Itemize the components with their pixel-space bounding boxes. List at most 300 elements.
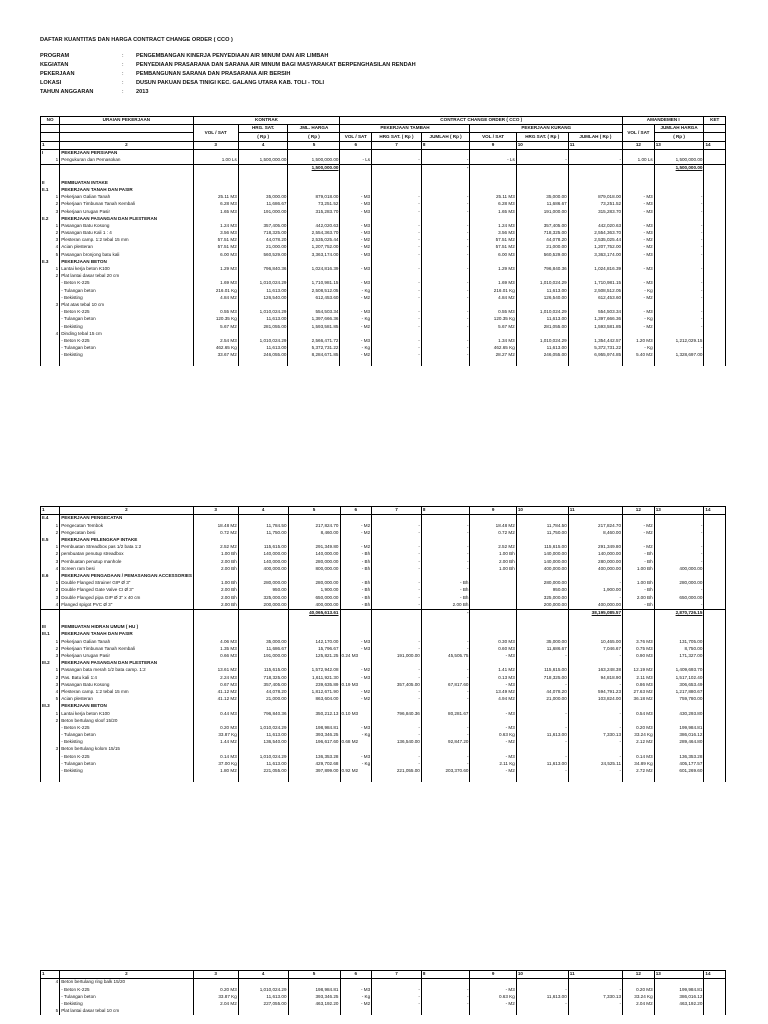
table-cell: [421, 215, 470, 222]
table-cell: - M3: [340, 266, 372, 273]
table-cell: [704, 230, 726, 237]
table-cell: [516, 717, 568, 724]
table-cell: 8,750.00: [654, 646, 704, 653]
table-cell: -: [568, 753, 622, 760]
table-cell: [704, 551, 726, 558]
table-cell: [623, 359, 655, 366]
table-row: [41, 717, 726, 724]
table-cell: 191,000.00: [372, 653, 422, 660]
table-row: [41, 994, 726, 1001]
table-cell: 280,000.00: [568, 558, 622, 565]
table-cell: 2,554,363.70: [568, 230, 622, 237]
table-cell: 5,372,731.22: [568, 345, 622, 352]
table-cell: -: [421, 646, 470, 653]
column-number: 7: [372, 507, 422, 515]
table-cell: [704, 295, 726, 302]
table-cell: 2.12 M2: [623, 739, 655, 746]
table-cell: 1.35 M3: [193, 646, 238, 653]
table-cell: [704, 710, 726, 717]
table-cell: [470, 149, 516, 157]
table-cell: 131,705.00: [654, 638, 704, 645]
table-row: [41, 696, 726, 703]
table-cell: 8,284,671.85: [288, 352, 340, 359]
table-cell: - Bh: [421, 580, 470, 587]
table-cell: 950.00: [238, 587, 288, 594]
table-cell: Beton bertulang ring balk 15/20: [60, 979, 193, 987]
table-cell: 393,346.25: [288, 994, 340, 1001]
table-cell: 11,750.00: [238, 530, 288, 537]
col-header-rp: ( Rp ): [238, 133, 288, 141]
table-cell: [340, 660, 372, 667]
table-cell: -: [372, 244, 422, 251]
table-cell: Plesteran camp. 1:2 tebal 15 mm: [60, 689, 193, 696]
table-cell: 601,269.60: [654, 768, 704, 775]
table-cell: - M2: [340, 295, 372, 302]
table-cell: -: [372, 338, 422, 345]
table-cell: [193, 165, 238, 173]
table-cell: 136,540.00: [238, 739, 288, 746]
table-cell: -: [372, 986, 422, 993]
table-cell: 3: [41, 237, 60, 244]
table-cell: [41, 1001, 60, 1008]
table-cell: 126,540.00: [516, 295, 568, 302]
table-cell: 11,613.00: [516, 994, 568, 1001]
column-number: 4: [238, 971, 288, 979]
column-number: 11: [568, 971, 622, 979]
table-cell: 291,349.80: [568, 544, 622, 551]
col-header-uraian: URAIAN PEKERJAAN: [60, 117, 193, 125]
table-cell: -: [372, 309, 422, 316]
section-header-row: [41, 660, 726, 667]
table-cell: -: [516, 725, 568, 732]
table-cell: 1,217,880.67: [654, 689, 704, 696]
table-cell: [340, 165, 372, 173]
table-cell: 0.20 M3: [623, 725, 655, 732]
table-cell: 2: [41, 674, 60, 681]
table-cell: [704, 609, 726, 617]
table-cell: -: [372, 587, 422, 594]
table-cell: -: [421, 280, 470, 287]
table-cell: 18.48 M2: [193, 522, 238, 529]
table-cell: [421, 359, 470, 366]
table-cell: [623, 273, 655, 280]
table-cell: [654, 617, 704, 624]
table-row: [41, 746, 726, 753]
table-cell: [421, 624, 470, 631]
table-cell: - M3: [623, 280, 655, 287]
table-cell: 21,000.00: [516, 244, 568, 251]
table-cell: [470, 259, 516, 266]
table-cell: -: [654, 287, 704, 294]
table-cell: Pekerjaan Timbunan Tanah Kembali: [60, 201, 193, 208]
header-label: PROGRAM: [40, 52, 70, 59]
table-cell: Pembuatan penutup manhole: [60, 558, 193, 565]
table-cell: [60, 617, 193, 624]
table-cell: PEMBUATAN INTAKE: [60, 180, 193, 187]
table-cell: 1.69 M3: [470, 280, 516, 287]
table-cell: [568, 215, 622, 222]
table-cell: [372, 172, 422, 179]
table-cell: [704, 194, 726, 201]
table-cell: - Bh: [340, 601, 372, 609]
table-cell: [193, 703, 238, 710]
table-cell: 1: [41, 580, 60, 587]
table-cell: 2.00 Bh: [193, 594, 238, 601]
table-cell: 1,500,000.00: [654, 165, 704, 173]
table-cell: 191,000.00: [238, 653, 288, 660]
table-row: [41, 682, 726, 689]
table-cell: [470, 580, 516, 587]
table-cell: 33.87 Kg: [193, 732, 238, 739]
table-cell: [654, 172, 704, 179]
table-cell: [288, 149, 340, 157]
table-cell: -: [654, 323, 704, 330]
table-cell: -: [372, 230, 422, 237]
table-cell: 1: [41, 667, 60, 674]
table-cell: [623, 302, 655, 309]
table-cell: - Ls: [470, 157, 516, 165]
table-cell: [372, 537, 422, 544]
table-cell: 0.72 M2: [193, 530, 238, 537]
table-cell: 3: [41, 208, 60, 215]
table-cell: - M3: [340, 208, 372, 215]
table-cell: 4.84 M2: [470, 295, 516, 302]
table-cell: 1,593,581.85: [568, 323, 622, 330]
table-cell: [704, 530, 726, 537]
table-cell: - Beton K-225: [60, 338, 193, 345]
table-cell: 463,192.20: [288, 1001, 340, 1008]
table-cell: PEKERJAAN PELENGKAP INTAKE: [60, 537, 193, 544]
table-cell: -: [372, 530, 422, 537]
section-header-row: [41, 624, 726, 631]
table-cell: 10,465.00: [568, 638, 622, 645]
table-row: [41, 638, 726, 645]
table-cell: -: [421, 761, 470, 768]
table-cell: 1,024,816.39: [288, 266, 340, 273]
table-cell: -: [372, 194, 422, 201]
table-row: [41, 273, 726, 280]
table-cell: [568, 717, 622, 724]
table-row: [41, 338, 726, 345]
column-number: 4: [238, 141, 288, 149]
column-number: 7: [372, 971, 422, 979]
col-header-vol-sat: VOL / SAT: [193, 125, 238, 141]
table-cell: [568, 660, 622, 667]
table-cell: Pekerjaan Galian Tanah: [60, 638, 193, 645]
table-cell: 462.65 Kg: [470, 345, 516, 352]
table-cell: PEKERJAAN PENGADAAN / PEMASANGAN ACCESSORIES: [61, 572, 192, 578]
table-cell: 2.00 Bh: [421, 601, 470, 609]
table-cell: [238, 273, 288, 280]
table-cell: [421, 259, 470, 266]
section-header-row: [41, 215, 726, 222]
table-cell: - Bh: [623, 587, 655, 594]
table-cell: Double Flanged Gate Valve CI Ø 3": [60, 587, 193, 594]
table-cell: [238, 717, 288, 724]
table-cell: [568, 1008, 622, 1015]
column-number: 13: [654, 507, 704, 515]
table-cell: 1.00 Bh: [193, 580, 238, 587]
table-cell: [193, 149, 238, 157]
table-cell: 136,540.00: [372, 739, 422, 746]
table-cell: [470, 631, 516, 638]
table-cell: [340, 330, 372, 337]
document-header: [40, 38, 416, 100]
table-cell: [470, 594, 516, 601]
table-cell: [704, 309, 726, 316]
table-cell: [704, 172, 726, 179]
table-cell: [568, 775, 622, 782]
table-cell: 281,055.00: [238, 323, 288, 330]
table-cell: -: [372, 638, 422, 645]
table-cell: 35,000.00: [516, 638, 568, 645]
table-cell: 41.12 M2: [193, 689, 238, 696]
table-cell: - Kg: [340, 994, 372, 1001]
table-cell: [568, 624, 622, 631]
table-cell: - M3: [623, 309, 655, 316]
table-cell: [238, 573, 288, 580]
table-cell: 1,409,693.70: [654, 667, 704, 674]
table-cell: 1.20 M3: [623, 338, 655, 345]
table-cell: -: [372, 237, 422, 244]
table-row: [41, 753, 726, 760]
header-value: PENGEMBANGAN KINERJA PENYEDIAAN AIR MINUM DAN AIR LIMBAH: [136, 52, 329, 59]
table-cell: 2.04 M2: [193, 1001, 238, 1008]
table-cell: [193, 624, 238, 631]
table-cell: [288, 180, 340, 187]
table-cell: [41, 309, 60, 316]
table-cell: [470, 215, 516, 222]
table-cell: Dinding tebal 15 cm: [60, 330, 193, 337]
table-cell: 8,460.00: [288, 530, 340, 537]
column-number: 12: [623, 141, 655, 149]
table-cell: [516, 149, 568, 157]
table-cell: 2,870,726.15: [654, 609, 704, 617]
table-cell: 0.55 M3: [193, 309, 238, 316]
table-cell: 191,000.00: [238, 208, 288, 215]
table-cell: -: [421, 551, 470, 558]
table-cell: -: [421, 266, 470, 273]
table-cell: 6.00 M3: [193, 251, 238, 258]
table-cell: 1.65 M3: [470, 208, 516, 215]
table-cell: [193, 573, 238, 580]
table-cell: Lantai kerja beton K100: [60, 266, 193, 273]
table-cell: 1,328,697.00: [654, 352, 704, 359]
table-cell: -: [421, 244, 470, 251]
table-cell: [340, 302, 372, 309]
table-cell: [340, 187, 372, 194]
table-cell: 1.69 M3: [193, 280, 238, 287]
table-cell: 280,000.00: [288, 558, 340, 565]
table-cell: 94,818.90: [568, 674, 622, 681]
table-cell: [193, 979, 238, 987]
table-cell: - M3: [340, 638, 372, 645]
table-cell: -: [568, 594, 622, 601]
table-row: [41, 710, 726, 717]
table-cell: 0.20 M3: [193, 725, 238, 732]
table-cell: - M3: [340, 338, 372, 345]
table-cell: 1,010,024.29: [238, 725, 288, 732]
table-cell: [41, 323, 60, 330]
table-cell: [238, 165, 288, 173]
table-cell: -: [372, 580, 422, 587]
table-cell: - M2: [470, 739, 516, 746]
table-cell: -: [372, 251, 422, 258]
table-cell: [704, 638, 726, 645]
table-cell: [288, 573, 340, 580]
table-cell: 12.19 M2: [623, 667, 655, 674]
table-cell: 3.76 M3: [623, 638, 655, 645]
table-cell: [372, 180, 422, 187]
column-number: 10: [516, 507, 568, 515]
table-cell: [193, 359, 238, 366]
table-cell: 198,984.81: [288, 986, 340, 993]
table-cell: [568, 165, 622, 173]
header-colon: :: [122, 89, 124, 96]
table-cell: [704, 1008, 726, 1015]
table-row: [41, 1008, 726, 1015]
table-cell: -: [421, 251, 470, 258]
table-cell: - Kg: [340, 287, 372, 294]
column-number-row: [41, 971, 726, 979]
table-cell: - M3: [340, 725, 372, 732]
table-cell: [516, 746, 568, 753]
table-cell: 1.29 M3: [470, 266, 516, 273]
table-cell: 11,686.67: [516, 646, 568, 653]
table-cell: 33.24 Kg: [623, 732, 655, 739]
table-cell: -: [421, 667, 470, 674]
table-cell: - Bh: [340, 580, 372, 587]
table-cell: - Kg: [340, 761, 372, 768]
column-number: 8: [421, 507, 470, 515]
table-cell: 393,346.25: [288, 732, 340, 739]
column-number: 2: [60, 971, 193, 979]
table-cell: [372, 302, 422, 309]
table-cell: PEKERJAAN PASANGAN DAN PLESTERAN: [60, 660, 193, 667]
table-cell: 560,529.00: [238, 251, 288, 258]
table-cell: [623, 180, 655, 187]
table-cell: 400,000.00: [238, 566, 288, 573]
table-cell: [654, 259, 704, 266]
table-cell: 1: [41, 194, 60, 201]
table-cell: -: [654, 280, 704, 287]
table-cell: -: [654, 194, 704, 201]
table-cell: 217,824.70: [568, 522, 622, 529]
table-cell: [568, 187, 622, 194]
table-cell: 120.35 Kg: [470, 316, 516, 323]
table-cell: 1.00 Bh: [470, 551, 516, 558]
table-cell: -: [421, 201, 470, 208]
table-cell: [704, 761, 726, 768]
header-info-row: [40, 90, 416, 99]
table-cell: - M2: [623, 544, 655, 551]
table-row: [41, 316, 726, 323]
table-cell: [421, 660, 470, 667]
table-cell: - M3: [623, 223, 655, 230]
table-cell: [568, 273, 622, 280]
table-cell: 2.00 Bh: [623, 594, 655, 601]
table-cell: [654, 775, 704, 782]
table-cell: [704, 352, 726, 359]
col-header-cco: CONTRACT CHANGE ORDER ( CCO ): [340, 117, 623, 125]
table-cell: [421, 187, 470, 194]
table-cell: 221,055.00: [372, 768, 422, 775]
table-cell: 2: [41, 201, 60, 208]
table-cell: Plat lantai dasar tebal 10 cm: [60, 1008, 193, 1015]
table-cell: 6.28 M3: [193, 201, 238, 208]
table-cell: -: [654, 295, 704, 302]
table-cell: 1: [41, 544, 60, 551]
column-number: 3: [193, 141, 238, 149]
table-cell: 7,046.67: [568, 646, 622, 653]
table-cell: Beton bertulang sloof 15/20: [60, 717, 193, 724]
table-cell: 796,840.36: [238, 266, 288, 273]
table-cell: 280,000.00: [654, 580, 704, 587]
col-header-amandemen: AMANDEMEN I: [623, 117, 704, 125]
section-header-row: [41, 573, 726, 580]
col-header-blank: [704, 133, 726, 141]
table-cell: [41, 753, 60, 760]
table-cell: 92,847.20: [421, 739, 470, 746]
table-cell: -: [372, 689, 422, 696]
table-row: [41, 689, 726, 696]
table-cell: [623, 172, 655, 179]
column-number: 7: [372, 141, 422, 149]
table-cell: [704, 280, 726, 287]
table-cell: [470, 573, 516, 580]
table-cell: 2.00 Bh: [193, 558, 238, 565]
table-cell: [340, 149, 372, 157]
table-cell: [704, 323, 726, 330]
table-cell: -: [654, 316, 704, 323]
table-cell: -: [421, 157, 470, 165]
table-cell: 80,281.67: [421, 710, 470, 717]
table-cell: [568, 537, 622, 544]
table-cell: -: [372, 667, 422, 674]
table-cell: 6.28 M3: [470, 201, 516, 208]
table-cell: [372, 703, 422, 710]
col-header-sub-jml: JUMLAH ( Rp ): [568, 133, 622, 141]
table-cell: 34.89 Kg: [623, 761, 655, 768]
table-cell: [288, 660, 340, 667]
table-cell: [704, 223, 726, 230]
table-row: [41, 201, 726, 208]
column-number: 9: [470, 971, 516, 979]
col-header-ket: KET: [704, 117, 726, 125]
total-row: [41, 165, 726, 173]
table-cell: - M2: [340, 544, 372, 551]
table-cell: 2.11 M3: [623, 674, 655, 681]
table-cell: [41, 172, 60, 179]
table-cell: [516, 515, 568, 523]
table-cell: [654, 660, 704, 667]
table-cell: 21,000.00: [238, 696, 288, 703]
table-cell: [238, 631, 288, 638]
table-cell: [41, 725, 60, 732]
table-cell: -: [372, 323, 422, 330]
header-label: PEKERJAAN: [40, 70, 75, 77]
table-cell: [41, 617, 60, 624]
table-cell: 796,840.36: [238, 710, 288, 717]
table-cell: - Bekisting: [60, 1001, 193, 1008]
header-value: PEMBANGUNAN SARANA DAN PRASARANA AIR BERSIH: [136, 70, 291, 77]
table-cell: 1,010,024.29: [516, 309, 568, 316]
table-cell: Double Flanged Strainer GIP Ø 3": [60, 580, 193, 587]
header-label: TAHUN ANGGARAN: [40, 89, 94, 96]
cco-table-page-3: [40, 970, 726, 1015]
table-cell: 400,000.00: [654, 566, 704, 573]
table-cell: -: [516, 157, 568, 165]
